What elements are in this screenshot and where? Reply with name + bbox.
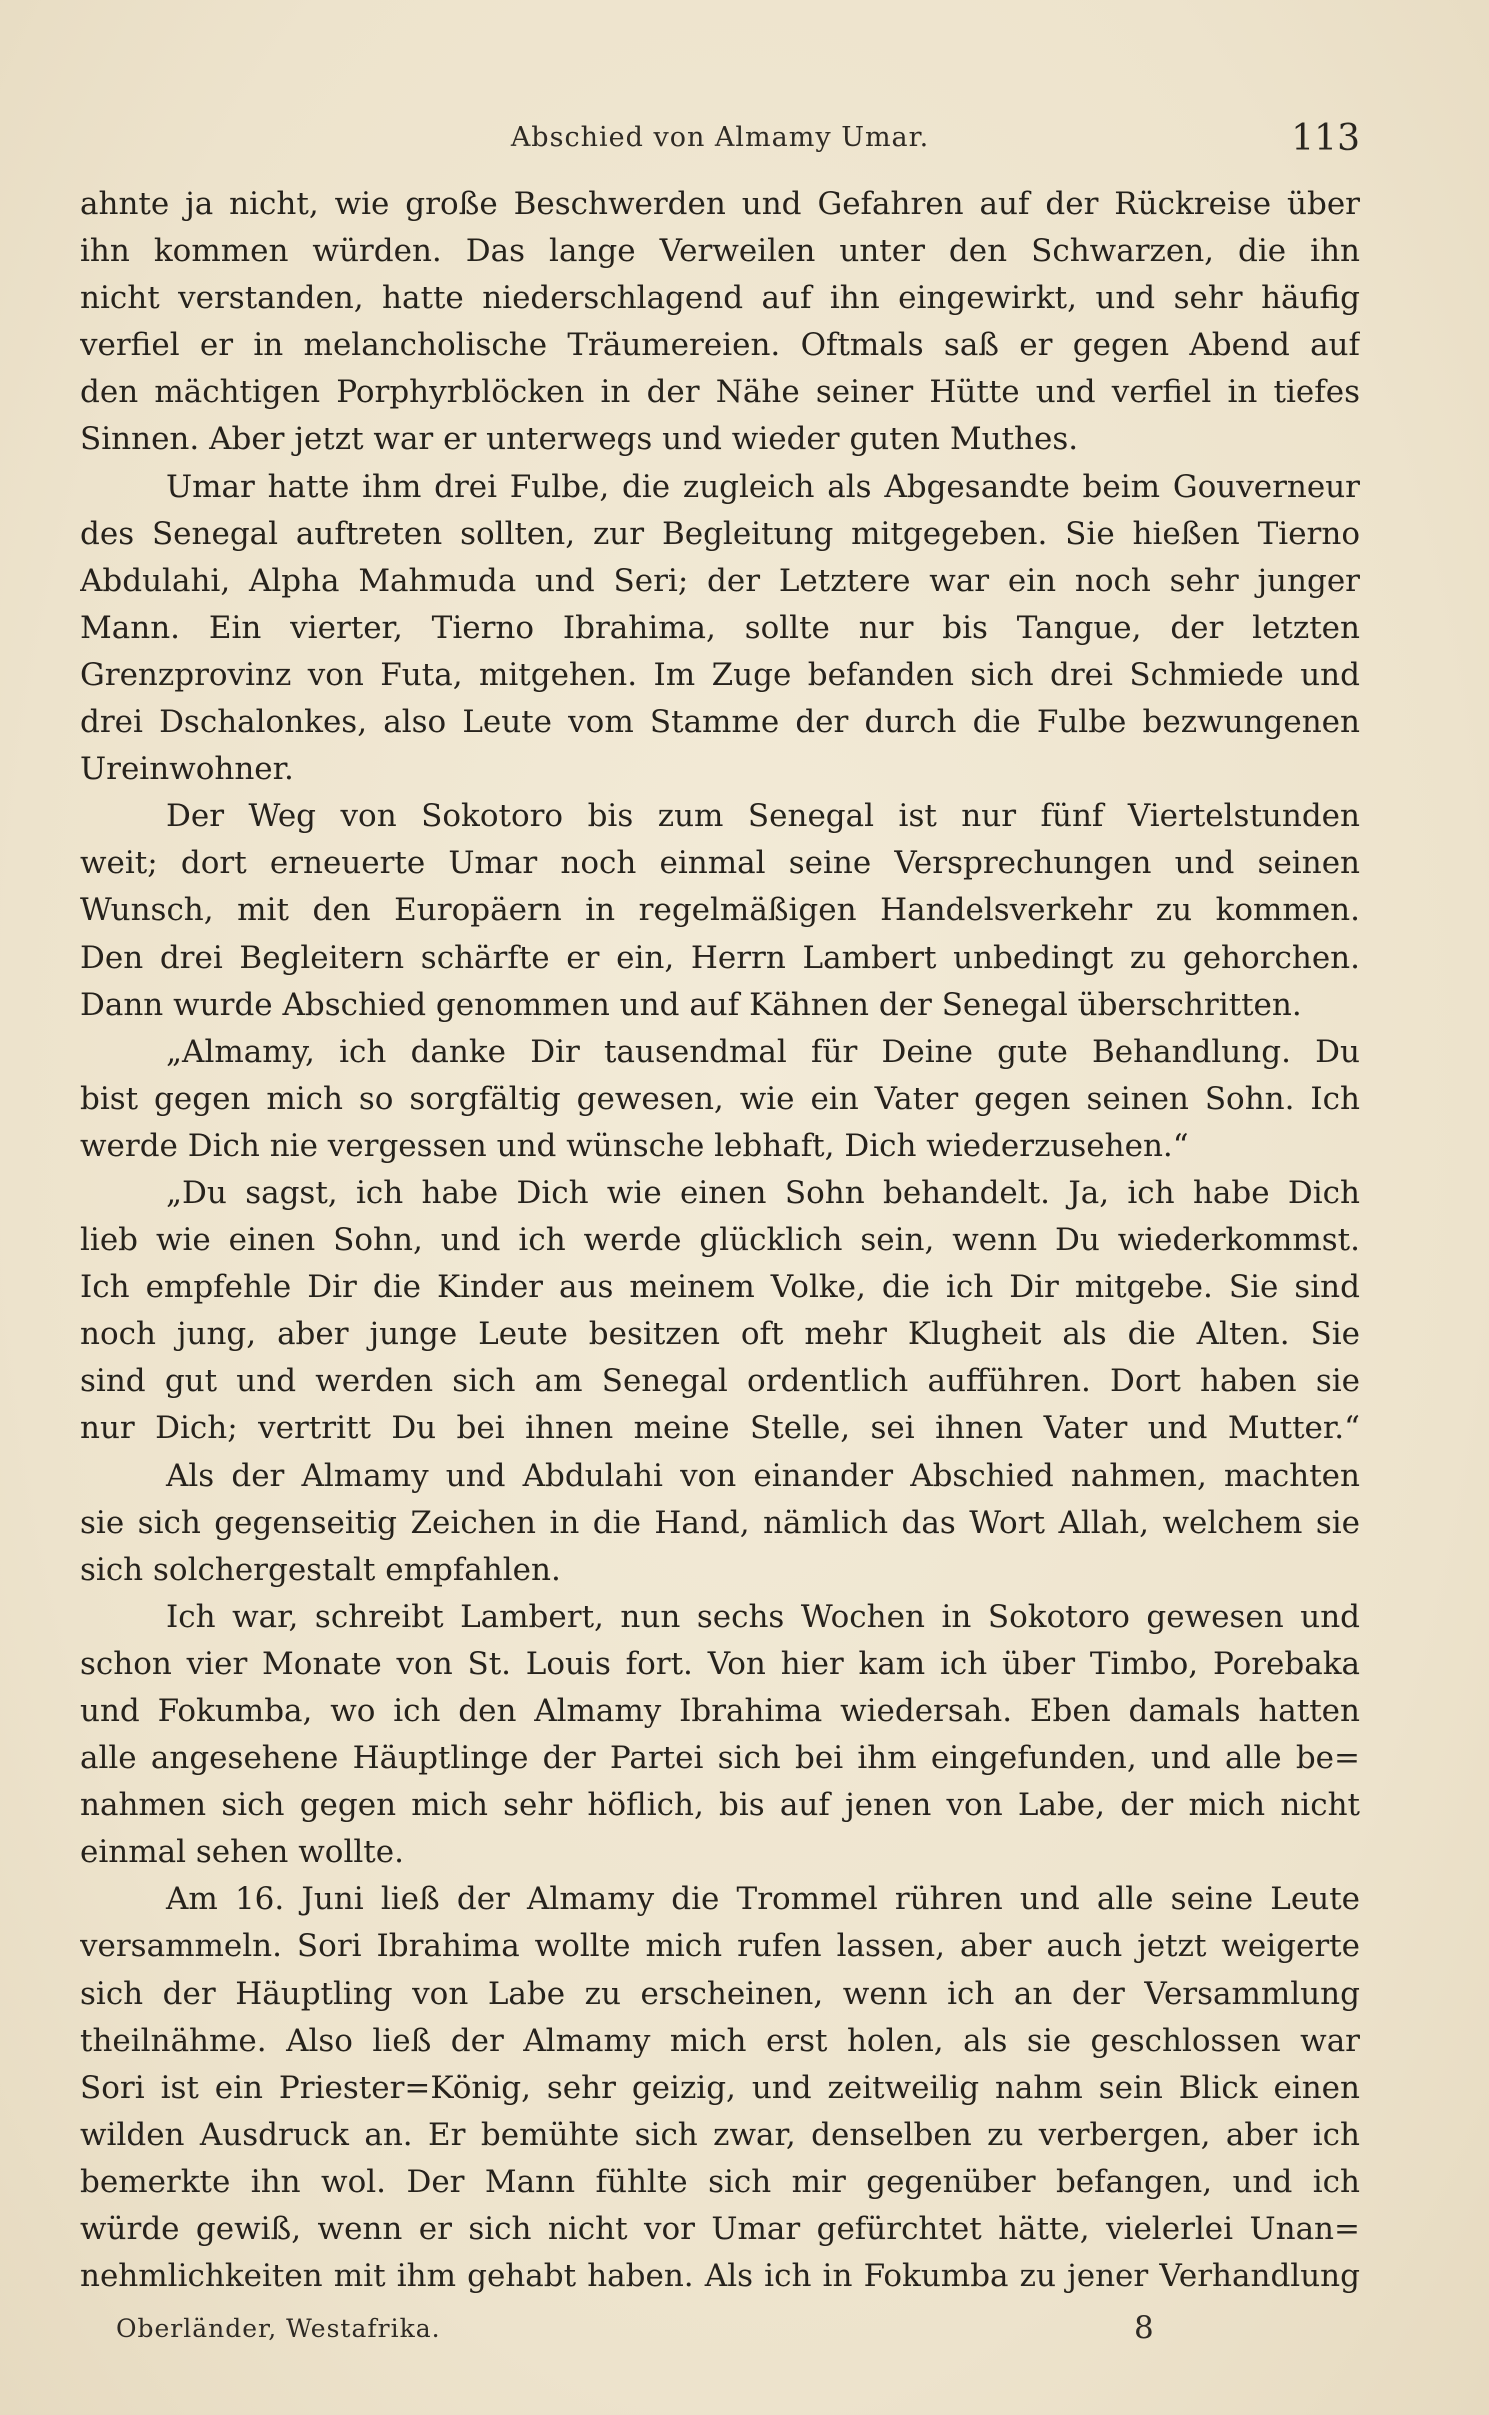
text-line: des Senegal auftreten sollten, zur Begleitung mitgegeben. Sie hießen Tierno	[80, 515, 1360, 552]
text-line: Abdulahi, Alpha Mahmuda und Seri; der Letztere war ein noch sehr junger	[80, 562, 1360, 599]
text-line: sich solchergestalt empfahlen.	[80, 1551, 561, 1588]
text-line: nicht verstanden, hatte niederschlagend auf ihn eingewirkt, und sehr häufig	[80, 280, 1360, 317]
text-line: würde gewiß, wenn er sich nicht vor Umar gefürchtet hätte, vielerlei Unan=	[80, 2211, 1360, 2248]
text-line: Dann wurde Abschied genommen und auf Kähnen der Senegal überschritten.	[80, 986, 1302, 1023]
text-line: ahnte ja nicht, wie große Beschwerden und Gefahren auf der Rückreise über	[80, 186, 1360, 222]
text-line: alle angesehene Häuptlinge der Partei sich bei ihm eingefunden, und alle be=	[80, 1740, 1360, 1777]
text-line: Sori ist ein Priester=König, sehr geizig, und zeitweilig nahm sein Blick einen	[80, 2069, 1360, 2106]
text-line: wilden Ausdruck an. Er bemühte sich zwar, denselben zu verbergen, aber ich	[80, 2116, 1360, 2153]
text-line: drei Dschalonkes, also Leute vom Stamme der durch die Fulbe bezwungenen	[80, 704, 1360, 741]
signature-mark: 8	[1134, 2310, 1154, 2346]
footer-source: Oberländer, Westafrika.	[116, 2314, 441, 2343]
text-line: „Almamy, ich danke Dir tausendmal für Deine gute Behandlung. Du	[166, 1033, 1360, 1070]
text-line: Ich war, schreibt Lambert, nun sechs Wochen in Sokotoro gewesen und	[166, 1598, 1360, 1635]
text-line: nur Dich; vertritt Du bei ihnen meine Stelle, sei ihnen Vater und Mutter.“	[80, 1410, 1360, 1447]
text-line: verfiel er in melancholische Träumereien. Oftmals saß er gegen Abend auf	[80, 327, 1360, 364]
text-line: werde Dich nie vergessen und wünsche lebhaft, Dich wiederzusehen.“	[80, 1127, 1189, 1164]
text-line: theilnähme. Also ließ der Almamy mich erst holen, als sie geschlossen war	[80, 2022, 1360, 2059]
text-line: Grenzprovinz von Futa, mitgehen. Im Zuge befanden sich drei Schmiede und	[80, 656, 1360, 693]
text-line: Ureinwohner.	[80, 751, 294, 788]
text-line: Am 16. Juni ließ der Almamy die Trommel rühren und alle seine Leute	[166, 1881, 1360, 1918]
text-line: Als der Almamy und Abdulahi von einander Abschied nahmen, machten	[166, 1457, 1360, 1494]
text-line: ihn kommen würden. Das lange Verweilen unter den Schwarzen, die ihn	[80, 233, 1360, 270]
text-line: Der Weg von Sokotoro bis zum Senegal ist nur fünf Viertelstunden	[166, 798, 1360, 835]
text-line: Den drei Begleitern schärfte er ein, Herrn Lambert unbedingt zu gehorchen.	[80, 939, 1360, 976]
text-line: nahmen sich gegen mich sehr höflich, bis auf jenen von Labe, der mich nicht	[80, 1787, 1360, 1824]
text-line: den mächtigen Porphyrblöcken in der Nähe seiner Hütte und verfiel in tiefes	[80, 374, 1360, 411]
text-line: schon vier Monate von St. Louis fort. Von hier kam ich über Timbo, Porebaka	[80, 1645, 1360, 1682]
text-line: noch jung, aber junge Leute besitzen oft mehr Klugheit als die Alten. Sie	[80, 1316, 1360, 1353]
text-line: Ich empfehle Dir die Kinder aus meinem Volke, die ich Dir mitgebe. Sie sind	[80, 1269, 1360, 1306]
text-line: sind gut und werden sich am Senegal ordentlich aufführen. Dort haben sie	[80, 1363, 1360, 1400]
text-line: Mann. Ein vierter, Tierno Ibrahima, sollte nur bis Tangue, der letzten	[80, 609, 1360, 646]
text-line: sich der Häuptling von Labe zu erscheinen, wenn ich an der Versammlung	[80, 1975, 1360, 2012]
text-line: Wunsch, mit den Europäern in regelmäßigen Handelsverkehr zu kommen.	[80, 892, 1360, 929]
text-line: nehmlichkeiten mit ihm gehabt haben. Als ich in Fokumba zu jener Verhandlung	[80, 2258, 1360, 2295]
text-line: sie sich gegenseitig Zeichen in die Hand, nämlich das Wort Allah, welchem sie	[80, 1504, 1360, 1541]
page-header	[80, 118, 1360, 168]
text-line: und Fokumba, wo ich den Almamy Ibrahima wiedersah. Eben damals hatten	[80, 1693, 1360, 1729]
text-line: „Du sagst, ich habe Dich wie einen Sohn behandelt. Ja, ich habe Dich	[166, 1174, 1360, 1211]
page-number: 113	[1291, 118, 1360, 159]
body-text	[80, 181, 1360, 2300]
text-line: Umar hatte ihm drei Fulbe, die zugleich als Abgesandte beim Gouverneur	[166, 468, 1360, 505]
text-line: Sinnen. Aber jetzt war er unterwegs und wieder guten Muthes.	[80, 421, 1079, 458]
text-line: einmal sehen wollte.	[80, 1834, 404, 1871]
running-head: Abschied von Almamy Umar.	[510, 122, 930, 153]
text-line: weit; dort erneuerte Umar noch einmal seine Versprechungen und seinen	[80, 845, 1360, 882]
text-line: bemerkte ihn wol. Der Mann fühlte sich mir gegenüber befangen, und ich	[80, 2163, 1360, 2200]
text-line: versammeln. Sori Ibrahima wollte mich rufen lassen, aber auch jetzt weigerte	[80, 1928, 1360, 1965]
page-footer	[80, 2310, 1360, 2354]
text-line: bist gegen mich so sorgfältig gewesen, wie ein Vater gegen seinen Sohn. Ich	[80, 1080, 1360, 1117]
text-line: lieb wie einen Sohn, und ich werde glücklich sein, wenn Du wiederkommst.	[80, 1222, 1360, 1259]
